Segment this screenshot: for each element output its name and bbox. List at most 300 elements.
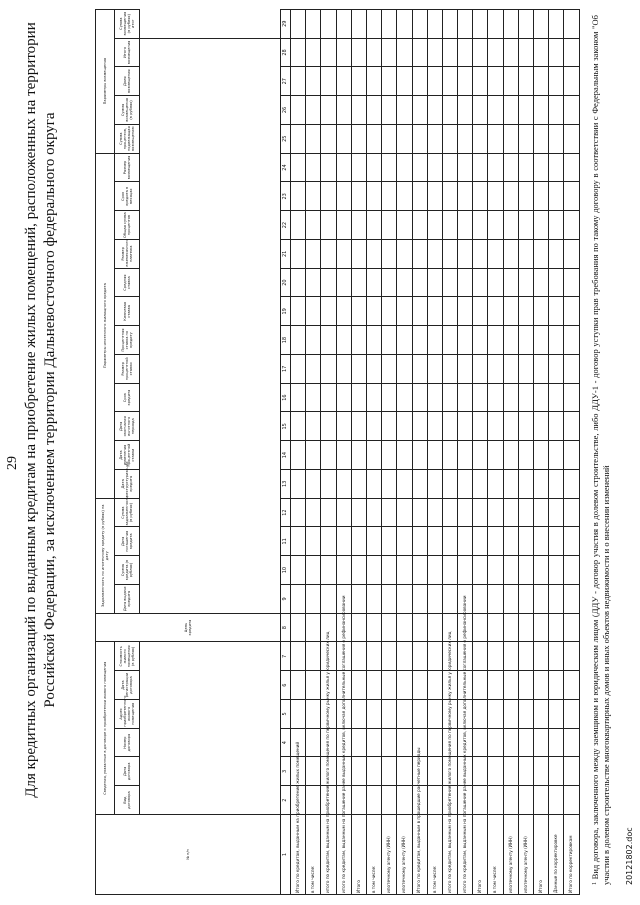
table-cell	[382, 326, 397, 355]
table-cell	[397, 124, 412, 153]
table-row	[518, 9, 533, 894]
header-col: Дата погашения кредита	[115, 527, 140, 556]
table-cell	[427, 38, 442, 67]
table-cell	[564, 786, 579, 815]
table-cell	[427, 671, 442, 700]
header-col: Дата реструктуризации кредита	[115, 469, 140, 498]
header-col: Дата договора	[115, 757, 140, 786]
table-cell	[351, 527, 366, 556]
table-cell	[306, 728, 321, 757]
table-cell	[336, 9, 351, 38]
table-cell	[473, 498, 488, 527]
table-cell	[427, 268, 442, 297]
table-cell	[488, 211, 503, 240]
table-cell	[564, 153, 579, 182]
column-number-cell: 26	[281, 96, 291, 125]
table-cell	[351, 239, 366, 268]
table-cell	[306, 326, 321, 355]
column-number-cell: 6	[281, 671, 291, 700]
table-cell	[488, 584, 503, 613]
table-cell	[291, 613, 306, 642]
table-cell	[427, 153, 442, 182]
table-cell	[397, 412, 412, 441]
table-cell	[382, 38, 397, 67]
table-cell	[427, 9, 442, 38]
header-purpose: Цель кредита	[96, 613, 281, 642]
table-cell	[442, 67, 457, 96]
table-cell	[321, 498, 336, 527]
table-cell	[336, 326, 351, 355]
table-cell	[397, 67, 412, 96]
header-col: Средняя ставка	[115, 268, 140, 297]
table-cell	[306, 441, 321, 470]
table-cell	[306, 527, 321, 556]
table-cell	[458, 38, 473, 67]
column-number-cell: 3	[281, 757, 291, 786]
table-cell	[549, 297, 564, 326]
table-cell	[351, 412, 366, 441]
table-cell	[503, 700, 518, 729]
table-cell	[534, 297, 549, 326]
table-cell	[321, 124, 336, 153]
table-cell	[458, 441, 473, 470]
table-cell	[427, 700, 442, 729]
table-cell	[306, 239, 321, 268]
header-group-balance: Задолженность по ипотечному кредиту (в рублях) на дату	[96, 498, 115, 613]
table-cell	[549, 211, 564, 240]
table-cell	[397, 326, 412, 355]
table-cell	[473, 383, 488, 412]
table-cell	[397, 757, 412, 786]
table-cell	[291, 182, 306, 211]
row-label: в том числе:	[488, 815, 503, 895]
table-cell	[382, 498, 397, 527]
table-cell	[503, 527, 518, 556]
table-cell	[564, 297, 579, 326]
table-cell	[549, 757, 564, 786]
table-cell	[412, 412, 427, 441]
table-cell	[473, 642, 488, 671]
table-cell	[518, 67, 533, 96]
table-cell	[564, 556, 579, 585]
table-cell	[382, 297, 397, 326]
table-cell	[351, 728, 366, 757]
table-cell	[427, 412, 442, 441]
table-cell	[427, 239, 442, 268]
table-cell	[397, 297, 412, 326]
table-cell	[518, 584, 533, 613]
header-col: Вид договора	[115, 786, 140, 815]
table-cell	[291, 556, 306, 585]
table-cell	[518, 642, 533, 671]
table-cell	[503, 642, 518, 671]
table-cell	[473, 153, 488, 182]
table-cell	[427, 67, 442, 96]
table-cell	[473, 297, 488, 326]
table-cell	[549, 124, 564, 153]
table-cell	[412, 556, 427, 585]
table-cell	[366, 383, 381, 412]
column-number-cell: 28	[281, 38, 291, 67]
column-number-cell: 20	[281, 268, 291, 297]
table-cell	[397, 211, 412, 240]
table-cell	[366, 441, 381, 470]
table-cell	[518, 757, 533, 786]
table-cell	[518, 527, 533, 556]
table-cell	[473, 469, 488, 498]
table-cell	[382, 354, 397, 383]
table-cell	[366, 469, 381, 498]
table-cell	[442, 268, 457, 297]
column-number-cell: 29	[281, 9, 291, 38]
row-label: итого по кредитам, выданным на приобретение жилого помещения по первичному рынку жилья у юридических лиц	[442, 815, 457, 895]
table-cell	[382, 671, 397, 700]
column-number-cell: 10	[281, 556, 291, 585]
table-cell	[336, 239, 351, 268]
table-cell	[458, 469, 473, 498]
row-label: в том числе:	[306, 815, 321, 895]
table-cell	[564, 613, 579, 642]
table-cell	[458, 9, 473, 38]
row-label: в том числе:	[427, 815, 442, 895]
column-number-cell: 4	[281, 728, 291, 757]
table-cell	[351, 96, 366, 125]
table-cell	[549, 268, 564, 297]
table-cell	[442, 412, 457, 441]
row-label: Итого по корректировкам	[564, 815, 579, 895]
table-cell	[473, 786, 488, 815]
table-cell	[306, 613, 321, 642]
table-cell	[412, 124, 427, 153]
table-cell	[503, 584, 518, 613]
table-cell	[366, 498, 381, 527]
table-cell	[412, 700, 427, 729]
table-cell	[412, 498, 427, 527]
row-label: в том числе:	[366, 815, 381, 895]
table-cell	[564, 498, 579, 527]
table-cell	[534, 469, 549, 498]
header-col: Сумма возмещения (в рублях) итог	[115, 9, 140, 38]
table-cell	[458, 383, 473, 412]
doc-filename: 20121802.doc	[625, 827, 634, 885]
table-cell	[397, 613, 412, 642]
table-cell	[549, 671, 564, 700]
table-cell	[534, 153, 549, 182]
table-cell	[321, 182, 336, 211]
table-cell	[518, 326, 533, 355]
table-cell	[351, 124, 366, 153]
header-col: Размер ежемесячного платежа	[115, 239, 140, 268]
header-group-comp: Параметры возмещения	[96, 9, 115, 153]
table-cell	[564, 124, 579, 153]
table-cell	[564, 584, 579, 613]
table-cell	[351, 211, 366, 240]
table-cell	[549, 556, 564, 585]
table-cell	[412, 671, 427, 700]
table-cell	[397, 642, 412, 671]
table-cell	[549, 613, 564, 642]
table-cell	[412, 9, 427, 38]
table-cell	[473, 412, 488, 441]
header-col: Ключевая ставка	[115, 297, 140, 326]
table-cell	[549, 383, 564, 412]
footnote	[590, 15, 612, 885]
table-cell	[488, 124, 503, 153]
table-cell	[488, 9, 503, 38]
table-cell	[458, 67, 473, 96]
table-cell	[488, 441, 503, 470]
table-cell	[503, 326, 518, 355]
table-cell	[351, 700, 366, 729]
table-cell	[412, 383, 427, 412]
table-cell	[291, 700, 306, 729]
header-group-credit: Параметры ипотечного жилищного кредита	[96, 153, 115, 498]
table-cell	[503, 38, 518, 67]
table-cell	[442, 354, 457, 383]
header-col: Размер процентной ставки	[115, 354, 140, 383]
table-cell	[518, 412, 533, 441]
table-cell	[382, 700, 397, 729]
table-cell	[534, 38, 549, 67]
table-cell	[382, 642, 397, 671]
table-cell	[366, 700, 381, 729]
table-cell	[442, 326, 457, 355]
table-cell	[488, 757, 503, 786]
table-cell	[321, 297, 336, 326]
table-cell	[534, 239, 549, 268]
table-cell	[534, 182, 549, 211]
table-cell	[549, 728, 564, 757]
table-cell	[336, 556, 351, 585]
table-cell	[291, 211, 306, 240]
table-cell	[321, 153, 336, 182]
table-cell	[306, 498, 321, 527]
column-number-cell: 1	[281, 815, 291, 895]
table-cell	[458, 498, 473, 527]
report-table-wrapper	[95, 10, 585, 895]
table-cell	[458, 239, 473, 268]
table-cell	[442, 239, 457, 268]
table-cell	[442, 584, 457, 613]
table-cell	[442, 38, 457, 67]
table-cell	[382, 67, 397, 96]
table-cell	[534, 9, 549, 38]
table-cell	[564, 412, 579, 441]
table-cell	[503, 9, 518, 38]
table-row	[473, 9, 488, 894]
table-cell	[427, 786, 442, 815]
document-title	[22, 15, 60, 805]
table-cell	[564, 326, 579, 355]
table-cell	[549, 642, 564, 671]
table-cell	[549, 67, 564, 96]
table-cell	[534, 786, 549, 815]
table-cell	[534, 441, 549, 470]
table-cell	[427, 211, 442, 240]
table-cell	[458, 211, 473, 240]
column-number-cell: 2	[281, 786, 291, 815]
row-label: Итого	[473, 815, 488, 895]
table-cell	[306, 153, 321, 182]
table-cell	[503, 297, 518, 326]
table-cell	[458, 96, 473, 125]
table-cell	[503, 728, 518, 757]
row-label: Итого	[351, 815, 366, 895]
table-cell	[473, 728, 488, 757]
table-cell	[427, 441, 442, 470]
table-cell	[534, 124, 549, 153]
table-cell	[427, 297, 442, 326]
table-cell	[549, 584, 564, 613]
header-col: Дата выдачи кредита	[115, 584, 140, 613]
header-num: № п/п	[96, 815, 281, 895]
table-cell	[549, 182, 564, 211]
table-cell	[351, 786, 366, 815]
table-cell	[291, 9, 306, 38]
table-cell	[473, 613, 488, 642]
table-cell	[488, 239, 503, 268]
table-cell	[397, 239, 412, 268]
table-cell	[503, 96, 518, 125]
row-label: итого по кредитам, выданным на приобретение жилого помещения по первичному рынку жилья у юридических лиц	[321, 815, 336, 895]
table-cell	[503, 182, 518, 211]
table-cell	[473, 182, 488, 211]
footnote-text: Вид договора, заключенного между заемщиком и юридическим лицом (ДДУ - договор участия в долевом строительстве, либо ДДУ-1 - договор уступки прав требования по такому договору в соответствии с Федеральным законом "Об участии в долевом строительстве многоквартирных домов и иных объектов недвижимости и о внесении изменений	[590, 15, 611, 885]
table-cell	[306, 469, 321, 498]
table-cell	[306, 67, 321, 96]
table-cell	[336, 268, 351, 297]
table-row	[306, 9, 321, 894]
row-label: итого по кредитам, выданным на погашение ранее выданных кредитов, включая дополнительные соглашения о рефинансировании	[336, 815, 351, 895]
table-cell	[336, 527, 351, 556]
table-cell	[473, 671, 488, 700]
table-cell	[382, 412, 397, 441]
table-cell	[488, 613, 503, 642]
table-cell	[564, 239, 579, 268]
table-cell	[427, 469, 442, 498]
table-cell	[518, 671, 533, 700]
table-cell	[473, 354, 488, 383]
table-cell	[336, 124, 351, 153]
table-cell	[427, 383, 442, 412]
column-number-cell: 14	[281, 441, 291, 470]
table-cell	[488, 38, 503, 67]
table-cell	[412, 96, 427, 125]
row-label: ипотечному агенту (ИНН)	[382, 815, 397, 895]
table-cell	[306, 182, 321, 211]
table-cell	[291, 671, 306, 700]
table-cell	[458, 527, 473, 556]
table-cell	[321, 469, 336, 498]
table-cell	[549, 9, 564, 38]
table-cell	[336, 354, 351, 383]
column-number-cell: 11	[281, 527, 291, 556]
table-row	[397, 9, 412, 894]
table-cell	[336, 153, 351, 182]
table-cell	[351, 38, 366, 67]
table-cell	[503, 412, 518, 441]
column-number-cell: 16	[281, 383, 291, 412]
table-cell	[382, 757, 397, 786]
table-cell	[427, 182, 442, 211]
table-cell	[564, 671, 579, 700]
table-cell	[427, 728, 442, 757]
table-cell	[412, 527, 427, 556]
table-cell	[503, 354, 518, 383]
table-cell	[442, 297, 457, 326]
table-cell	[488, 67, 503, 96]
table-cell	[382, 556, 397, 585]
table-cell	[458, 297, 473, 326]
table-cell	[442, 211, 457, 240]
table-row	[442, 9, 457, 894]
table-cell	[366, 9, 381, 38]
table-cell	[321, 239, 336, 268]
row-label: ипотечному агенту (ИНН)	[397, 815, 412, 895]
table-cell	[473, 556, 488, 585]
table-cell	[442, 556, 457, 585]
table-cell	[412, 67, 427, 96]
table-cell	[442, 469, 457, 498]
table-cell	[473, 441, 488, 470]
table-cell	[366, 239, 381, 268]
table-cell	[351, 297, 366, 326]
column-number-cell: 8	[281, 613, 291, 642]
table-cell	[321, 412, 336, 441]
table-cell	[442, 527, 457, 556]
table-cell	[291, 124, 306, 153]
table-cell	[473, 700, 488, 729]
column-number-cell: 25	[281, 124, 291, 153]
header-spacer	[140, 38, 281, 814]
header-col: Срок кредита в месяцах	[115, 182, 140, 211]
table-cell	[503, 786, 518, 815]
table-cell	[473, 211, 488, 240]
table-cell	[412, 613, 427, 642]
table-cell	[518, 211, 533, 240]
table-cell	[351, 556, 366, 585]
table-cell	[503, 556, 518, 585]
table-cell	[518, 354, 533, 383]
table-cell	[366, 642, 381, 671]
table-cell	[458, 268, 473, 297]
table-cell	[564, 728, 579, 757]
table-cell	[321, 96, 336, 125]
table-cell	[412, 153, 427, 182]
table-cell	[473, 326, 488, 355]
table-cell	[351, 354, 366, 383]
table-cell	[564, 96, 579, 125]
table-cell	[442, 441, 457, 470]
table-cell	[366, 297, 381, 326]
table-cell	[291, 383, 306, 412]
table-cell	[518, 556, 533, 585]
column-number-cell: 24	[281, 153, 291, 182]
table-cell	[382, 469, 397, 498]
table-cell	[382, 527, 397, 556]
table-cell	[306, 297, 321, 326]
table-cell	[306, 38, 321, 67]
table-cell	[503, 124, 518, 153]
table-cell	[534, 728, 549, 757]
table-cell	[351, 498, 366, 527]
table-cell	[534, 613, 549, 642]
table-cell	[488, 96, 503, 125]
header-col: Сумма процентов, подлежащая возмещению	[115, 124, 140, 153]
table-cell	[291, 268, 306, 297]
table-cell	[488, 268, 503, 297]
table-cell	[503, 469, 518, 498]
